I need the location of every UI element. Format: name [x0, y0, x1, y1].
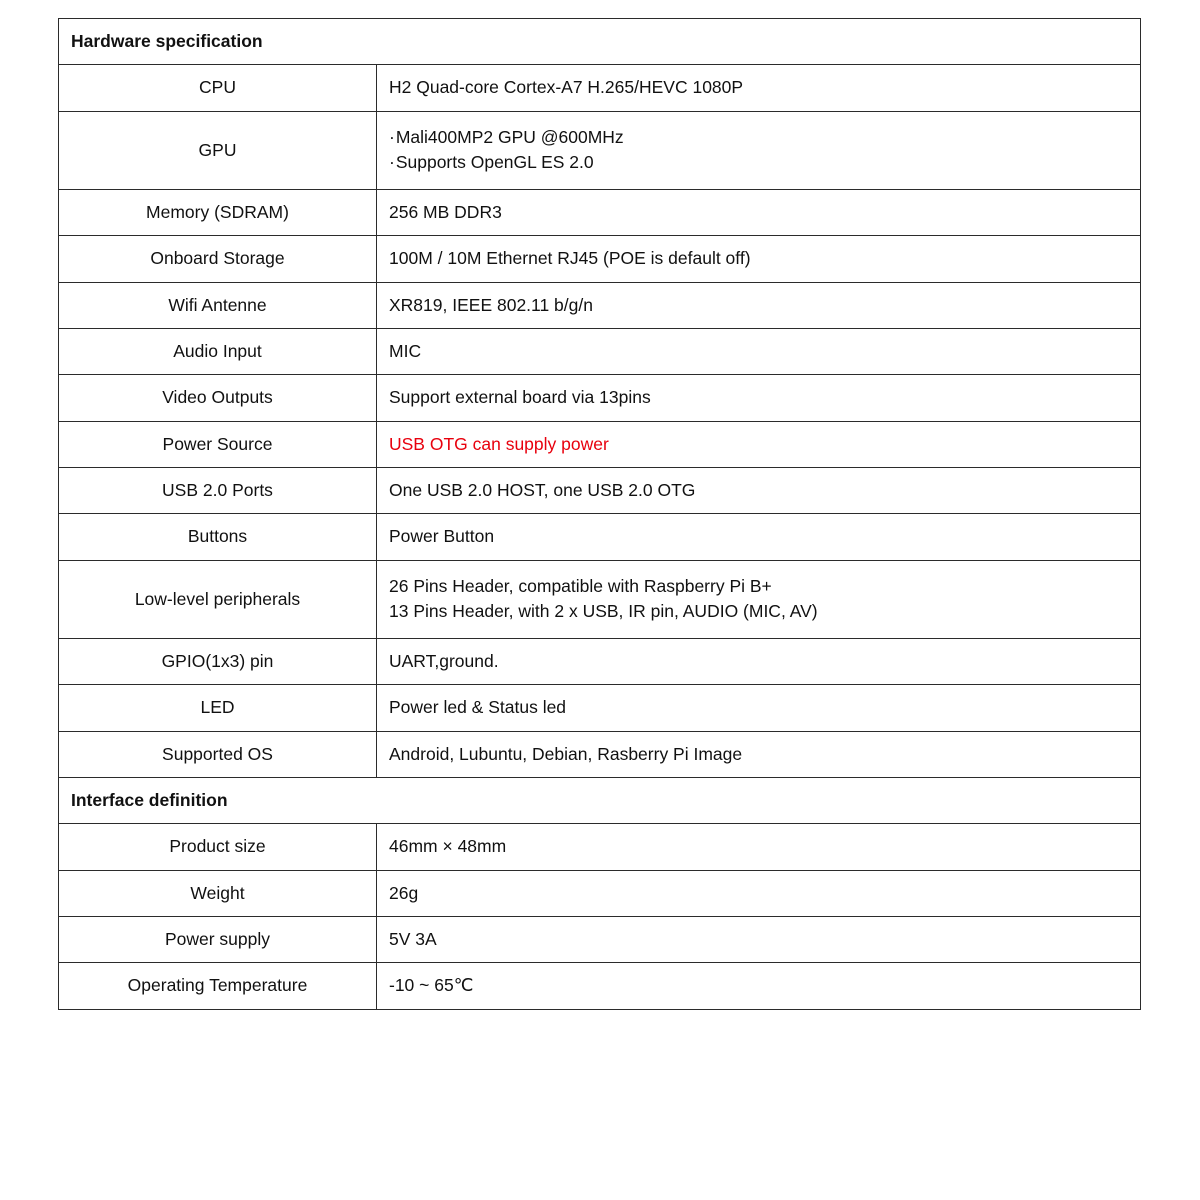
row-value-wifi-antenne: XR819, IEEE 802.11 b/g/n: [377, 282, 1141, 328]
row-label-buttons: Buttons: [59, 514, 377, 560]
row-value-memory: 256 MB DDR3: [377, 189, 1141, 235]
table-row: [59, 963, 1141, 1009]
row-label-memory: Memory (SDRAM): [59, 189, 377, 235]
row-value-supported-os: Android, Lubuntu, Debian, Rasberry Pi Image: [377, 731, 1141, 777]
table-row: [59, 560, 1141, 638]
row-label-gpio-pin: GPIO(1x3) pin: [59, 638, 377, 684]
row-value-low-level-peripherals-line-1: 26 Pins Header, compatible with Raspberry Pi B+: [389, 575, 772, 596]
table-row: [59, 685, 1141, 731]
row-value-operating-temperature: -10 ~ 65℃: [377, 963, 1141, 1009]
table-row: [59, 328, 1141, 374]
row-value-gpu-line-2: · Supports OpenGL ES 2.0: [389, 150, 1128, 175]
row-value-led: Power led & Status led: [377, 685, 1141, 731]
table-row: [59, 870, 1141, 916]
table-row: [59, 731, 1141, 777]
table-row: [59, 65, 1141, 111]
row-value-buttons: Power Button: [377, 514, 1141, 560]
row-value-video-outputs: Support external board via 13pins: [377, 375, 1141, 421]
row-value-onboard-storage: 100M / 10M Ethernet RJ45 (POE is default off): [377, 236, 1141, 282]
row-value-audio-input: MIC: [377, 328, 1141, 374]
row-label-onboard-storage: Onboard Storage: [59, 236, 377, 282]
table-row: [59, 375, 1141, 421]
table-row: [59, 282, 1141, 328]
row-label-low-level-peripherals: Low-level peripherals: [59, 560, 377, 638]
table-row: [59, 421, 1141, 467]
row-label-video-outputs: Video Outputs: [59, 375, 377, 421]
section-header-row: [59, 777, 1141, 823]
section-header-row: [59, 19, 1141, 65]
row-value-cpu: H2 Quad-core Cortex-A7 H.265/HEVC 1080P: [377, 65, 1141, 111]
table-row: [59, 111, 1141, 189]
row-label-led: LED: [59, 685, 377, 731]
row-label-power-supply: Power supply: [59, 917, 377, 963]
row-label-cpu: CPU: [59, 65, 377, 111]
row-label-gpu: GPU: [59, 111, 377, 189]
table-row: [59, 917, 1141, 963]
row-value-gpu-line-1: · Mali400MP2 GPU @600MHz: [389, 125, 1128, 150]
section-title-hardware-specification: Hardware specification: [59, 19, 1141, 65]
row-value-power-source: USB OTG can supply power: [377, 421, 1141, 467]
row-value-low-level-peripherals: [377, 560, 1141, 638]
row-label-weight: Weight: [59, 870, 377, 916]
section-title-interface-definition: Interface definition: [59, 777, 1141, 823]
row-value-usb-ports: One USB 2.0 HOST, one USB 2.0 OTG: [377, 468, 1141, 514]
table-row: [59, 514, 1141, 560]
row-label-usb-ports: USB 2.0 Ports: [59, 468, 377, 514]
table-row: [59, 189, 1141, 235]
row-label-supported-os: Supported OS: [59, 731, 377, 777]
row-value-product-size: 46mm × 48mm: [377, 824, 1141, 870]
row-value-weight: 26g: [377, 870, 1141, 916]
hardware-specification-table: [58, 18, 1141, 1010]
table-row: [59, 236, 1141, 282]
row-label-power-source: Power Source: [59, 421, 377, 467]
row-label-wifi-antenne: Wifi Antenne: [59, 282, 377, 328]
table-row: [59, 638, 1141, 684]
table-row: [59, 824, 1141, 870]
row-label-operating-temperature: Operating Temperature: [59, 963, 377, 1009]
row-value-gpio-pin: UART,ground.: [377, 638, 1141, 684]
row-value-gpu: [377, 111, 1141, 189]
table-row: [59, 468, 1141, 514]
row-label-audio-input: Audio Input: [59, 328, 377, 374]
row-label-product-size: Product size: [59, 824, 377, 870]
row-value-low-level-peripherals-line-2: 13 Pins Header, with 2 x USB, IR pin, AUDIO (MIC, AV): [389, 601, 818, 622]
row-value-power-supply: 5V 3A: [377, 917, 1141, 963]
